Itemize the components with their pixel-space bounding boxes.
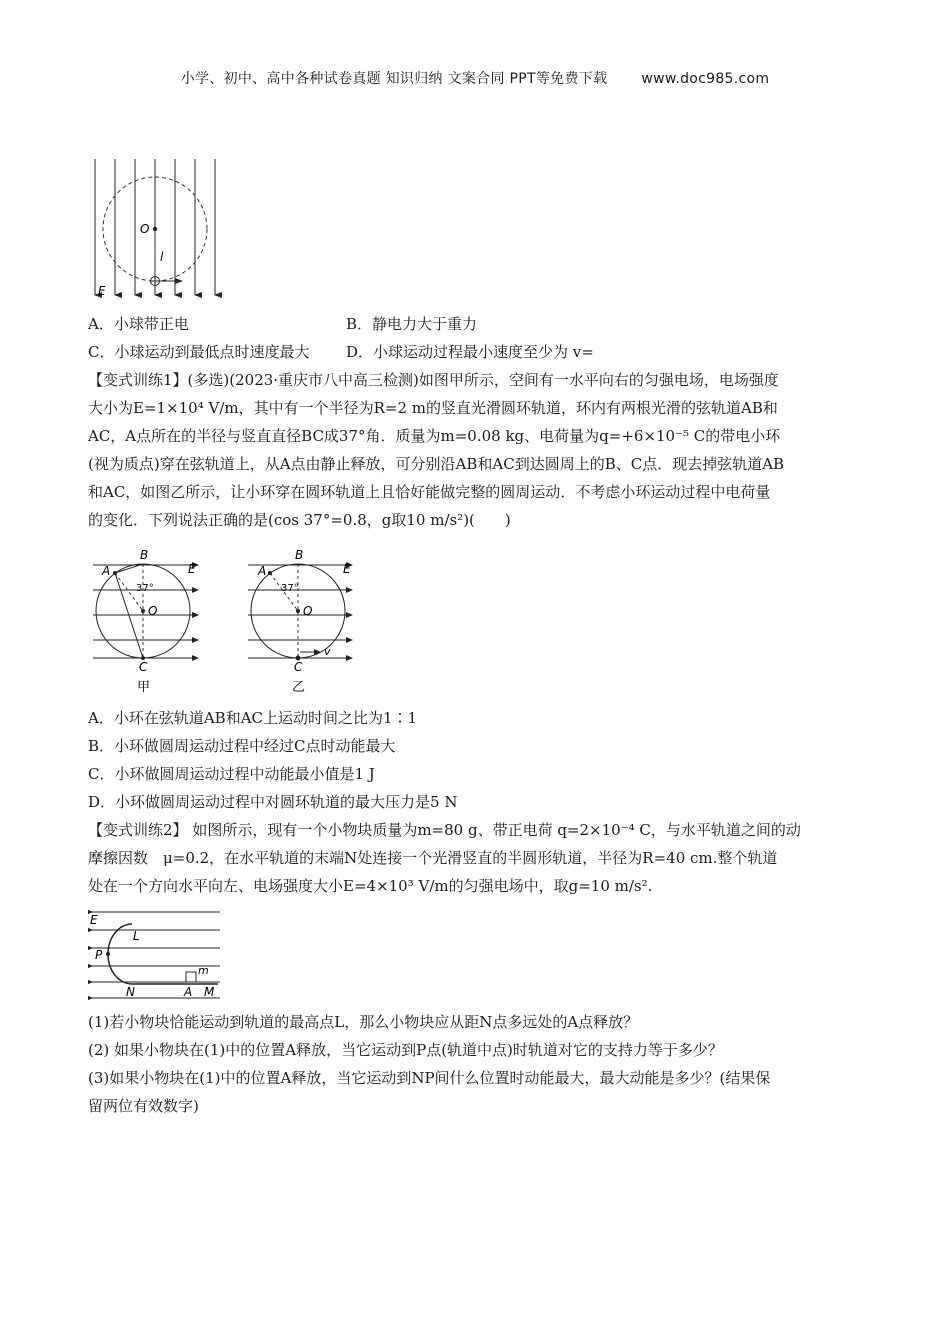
block-m — [186, 972, 196, 982]
header-url[interactable]: www.doc985.com — [641, 71, 770, 87]
track-label-A: A — [184, 985, 193, 999]
ex2-question-3-cont: 留两位有效数字) — [88, 1097, 199, 1115]
exercise-2-questions — [88, 1008, 868, 1120]
figure-jia — [93, 548, 198, 695]
yi-label-O: O — [303, 604, 313, 618]
yi-label-v: v — [324, 645, 331, 658]
page-header — [0, 68, 950, 88]
exercise-2-line-1: 如图所示，现有一个小物块质量为m=80 g、带正电荷 q=2×10⁻⁴ C，与水平轨道之间的动 — [187, 821, 801, 839]
ex1-option-b: B．小环做圆周运动过程中经过C点时动能最大 — [88, 737, 396, 755]
exercise-1-line-5: 和AC，如图乙所示，让小环穿在圆环轨道上且恰好能做完整的圆周运动．不考虑小环运动过程中电荷量 — [88, 483, 771, 501]
q1-option-c: C．小球运动到最低点时速度最大 — [88, 343, 310, 361]
label-O: O — [140, 222, 150, 236]
caption-jia: 甲 — [137, 680, 151, 695]
exercise-1-tag: 【变式训练1】 — [88, 371, 188, 389]
track-label-E: E — [90, 913, 98, 927]
q1-option-b: B．静电力大于重力 — [346, 315, 478, 333]
figure-2-circles — [88, 545, 368, 695]
caption-yi: 乙 — [292, 680, 306, 695]
exercise-2-line-2: 摩擦因数 μ=0.2，在水平轨道的末端N处连接一个光滑竖直的半圆形轨道，半径为R=40 cm.整个轨道 — [88, 849, 778, 867]
yi-label-A: A — [258, 564, 267, 578]
jia-label-B: B — [140, 548, 149, 562]
figure-1-field-circle — [88, 157, 238, 303]
jia-label-angle: 37° — [136, 583, 154, 594]
track-label-M: M — [204, 985, 215, 999]
exercise-1-line-1: (多选)(2023·重庆市八中高三检测)如图甲所示，空间有一水平向右的匀强电场，电场强度 — [187, 371, 779, 389]
jia-label-O: O — [148, 604, 158, 618]
jia-label-E: E — [188, 562, 196, 576]
jia-label-C: C — [139, 660, 148, 674]
yi-label-B: B — [295, 548, 304, 562]
exercise-1-line-2: 大小为E=1×10⁴ V/m，其中有一个半径为R=2 m的竖直光滑圆环轨道，环内有两根光滑的弦轨道AB和 — [88, 399, 778, 417]
yi-label-E: E — [343, 562, 351, 576]
track-label-N: N — [126, 985, 135, 999]
semicircle-track — [108, 924, 132, 984]
jia-label-A: A — [102, 564, 111, 578]
exercise-2-tag: 【变式训练2】 — [88, 821, 188, 839]
ex2-question-1: (1)若小物块恰能运动到轨道的最高点L，那么小物块应从距N点多远处的A点释放？ — [88, 1013, 639, 1031]
ex1-option-a: A．小环在弦轨道AB和AC上运动时间之比为1∶1 — [88, 709, 418, 727]
figure-3-track — [88, 906, 223, 1002]
yi-label-C: C — [294, 660, 303, 674]
track-label-P: P — [95, 948, 103, 962]
exercise-1-line-6: 的变化．下列说法正确的是(cos 37°=0.8，g取10 m/s²)( ) — [88, 511, 511, 529]
label-l: l — [160, 250, 164, 264]
exercise-1-line-3: AC，A点所在的半径与竖直直径BC成37°角．质量为m=0.08 kg、电荷量为q=+6×10⁻⁵ C的带电小环 — [88, 427, 781, 445]
track-label-m: m — [198, 964, 209, 977]
track-label-L: L — [133, 929, 140, 943]
figure-yi — [248, 548, 352, 695]
ex1-option-c: C．小环做圆周运动过程中动能最小值是1 J — [88, 765, 375, 783]
exercise-1-line-4: (视为质点)穿在弦轨道上，从A点由静止释放，可分别沿AB和AC到达圆周上的B、C点．现去掉弦轨道AB — [88, 455, 785, 473]
exercise-1-options — [88, 704, 868, 816]
q1-option-d: D．小球运动过程最小速度至少为 v= — [346, 343, 594, 361]
q1-option-a: A．小球带正电 — [88, 315, 189, 333]
yi-label-angle: 37° — [281, 583, 299, 594]
q1-options — [88, 310, 868, 366]
label-E: E — [98, 284, 106, 298]
exercise-2-text — [88, 816, 868, 900]
ex1-option-d: D．小环做圆周运动过程中对圆环轨道的最大压力是5 N — [88, 793, 458, 811]
exercise-1-text — [88, 366, 868, 534]
exercise-2-line-3: 处在一个方向水平向左、电场强度大小E=4×10³ V/m的匀强电场中，取g=10 m/s². — [88, 877, 653, 895]
ex2-question-2: (2) 如果小物块在(1)中的位置A释放，当它运动到P点(轨道中点)时轨道对它的支持力等于多少？ — [88, 1041, 723, 1059]
header-text: 小学、初中、高中各种试卷真题 知识归纳 文案合同 PPT等免费下载 — [180, 71, 608, 87]
ex2-question-3: (3)如果小物块在(1)中的位置A释放，当它运动到NP间什么位置时动能最大，最大动能是多少？(结果保 — [88, 1069, 771, 1087]
